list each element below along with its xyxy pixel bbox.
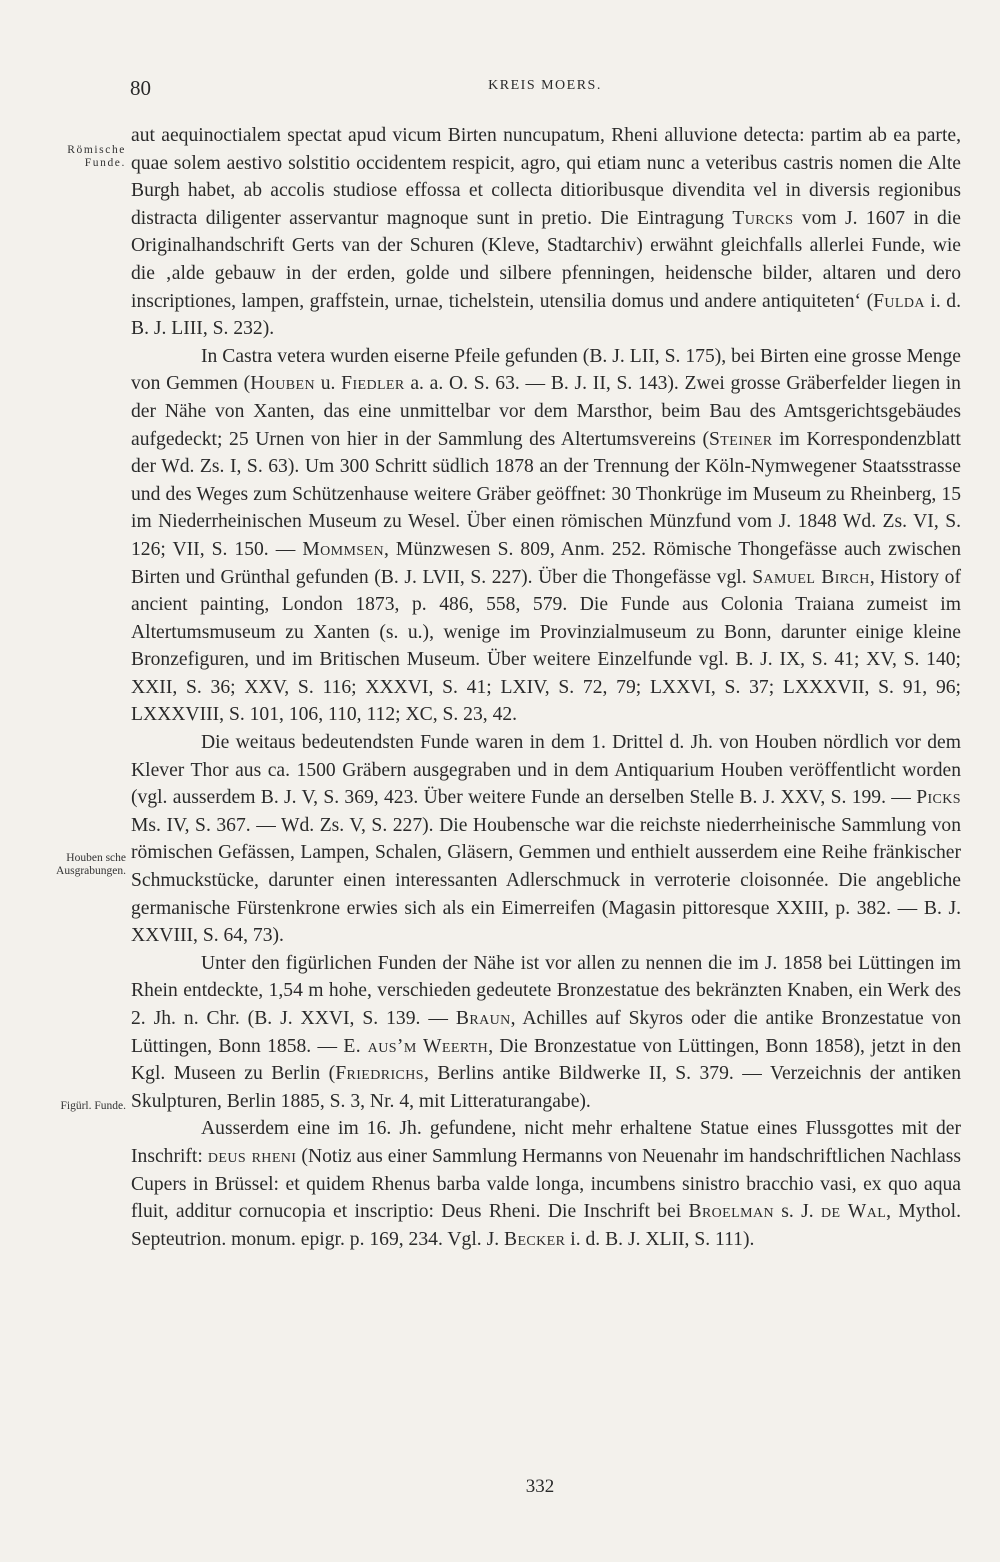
running-head: KREIS MOERS. bbox=[488, 78, 602, 93]
author-name: Steiner bbox=[709, 428, 773, 450]
author-name: Becker bbox=[504, 1228, 566, 1250]
paragraph-2: In Castra vetera wurden eiserne Pfeile gefunden (B. J. LII, S. 175), bei Birten eine grosse Menge von Gemmen (Houben u. Fiedler a. a. O. S. 63. — B. J. II, S. 143). Zwei grosse Gräberfelder liegen in der Nähe von Xanten, das eine unmittelbar vor dem Marsthor, beim Bau des Amtsgerichtsgebäudes aufgedeckt; 25 Urnen von hier in der Sammlung des Altertumsvereins (Steiner im Korrespondenzblatt der Wd. Zs. I, S. 63). Um 300 Schritt südlich 1878 an der Trennung der Köln-Nymwegener Staatsstrasse und des Weges zum Schützenhause weitere Gräber geöffnet: 30 Thonkrüge im Museum zu Rheinberg, 15 im Niederrheinischen Museum zu Wesel. Über einen römischen Münzfund vom J. 1848 Wd. Zs. VI, S. 126; VII, S. 150. — Mommsen, Münzwesen S. 809, Anm. 252. Römische Thongefässe auch zwischen Birten und Grünthal gefunden (B. J. LVII, S. 227). Über die Thongefässe vgl. Samuel Birch, History of ancient painting, London 1873, p. 486, 558, 579. Die Funde aus Colonia Traiana zumeist im Altertumsmuseum zu Xanten (s. u.), wenige im Provinzialmuseum zu Bonn, darunter einige kleine Bronzefiguren, und im Britischen Museum. Über weitere Einzelfunde vgl. B. J. IX, S. 41; XV, S. 140; XXII, S. 36; XXV, S. 116; XXXVI, S. 41; LXIV, S. 72, 79; LXXVI, S. 37; LXXXVII, S. 91, 96; LXXXVIII, S. 101, 106, 110, 112; XC, S. 23, 42. bbox=[131, 345, 962, 726]
author-name: E. aus’m Weerth bbox=[343, 1035, 489, 1057]
paragraph-4: Unter den figürlichen Funden der Nähe ist vor allen zu nennen die im J. 1858 bei Lüttingen im Rhein entdeckte, 1,54 m hohe, verschieden gedeutete Bronzestatue des bekränzten Knaben, ein Werk des 2. Jh. n. Chr. (B. J. XXVI, S. 139. — Braun, Achilles auf Skyros oder die antike Bronzestatue von Lüttingen, Bonn 1858. — E. aus’m Weerth, Die Bronzestatue von Lüttingen, Bonn 1858), jetzt in den Kgl. Museen zu Berlin (Friedrichs, Berlins antike Bildwerke II, S. 379. — Verzeichnis der antiken Skulpturen, Berlin 1885, S. 3, Nr. 4, mit Litteraturangabe). bbox=[131, 952, 962, 1112]
author-name: Fiedler bbox=[341, 373, 405, 395]
paragraph-5: Ausserdem eine im 16. Jh. gefundene, nicht mehr erhaltene Statue eines Flussgottes mit der Inschrift: deus rheni (Notiz aus einer Sammlung Hermanns von Neuenahr im handschriftlichen Nachlass Cupers in Brüssel: et quidem Rhenus barba valde longa, incumbens sinistro bracchio vasi, ex quo aqua fluit, additur cornucopia et inscriptio: Deus Rheni. Die Inschrift bei Broelman s. J. de Wal, Mythol. Septeutrion. monum. epigr. p. 169, 234. Vgl. J. Becker i. d. B. J. XLII, S. 111). bbox=[131, 1118, 961, 1250]
author-name: de Wal bbox=[820, 1201, 887, 1223]
margin-note-houben-ausgrabungen bbox=[14, 852, 126, 878]
inscription-text: deus rheni bbox=[207, 1145, 297, 1167]
author-name: Turcks bbox=[732, 207, 794, 229]
author-name: Broelman bbox=[688, 1201, 774, 1223]
page-header bbox=[130, 72, 960, 102]
margin-note-line: Figürl. Funde. bbox=[60, 1100, 126, 1112]
author-name: Samuel Birch bbox=[752, 566, 870, 588]
author-name: Houben bbox=[250, 373, 315, 395]
margin-note-figuerl-funde bbox=[14, 1100, 126, 1113]
margin-note-line: Houben sche bbox=[66, 852, 126, 864]
paragraph-1: aut aequinoctialem spectat apud vicum Birten nuncupatum, Rheni alluvione detecta: partim ab ea parte, quae solem aestivo solstitio occidentem respicit, agro, qui etiam nunc a veteribus castris nomen die Alte Burgh habet, ab accolis studiose effossa et collecta ditioribusque divendita vel in diversis regionibus distracta diligenter asservantur magnoque sunt in pretio. Die Eintragung Turcks vom J. 1607 in die Originalhandschrift Gerts van der Schuren (Kleve, Stadtarchiv) erwähnt gleichfalls allerlei Funde, wie die ‚alde gebauw in der erden, golde und silbere pfenningen, heidensche bilder, altaren und dero inscriptiones, lampen, graffstein, urnae, tichelstein, utensilia domus und andere antiquiteten‘ (Fulda i. d. B. J. LIII, S. 232). bbox=[131, 125, 961, 340]
margin-note-line: Ausgrabungen. bbox=[56, 865, 126, 877]
sheet-number: 332 bbox=[525, 1476, 555, 1497]
author-name: Friedrichs bbox=[335, 1063, 424, 1085]
author-name: Braun bbox=[455, 1008, 511, 1029]
margin-note-line: Römische bbox=[67, 144, 126, 156]
margin-note-roemische-funde bbox=[14, 144, 126, 170]
paragraph-3: Die weitaus bedeutendsten Funde waren in dem 1. Drittel d. Jh. von Houben nördlich vor dem Klever Thor aus ca. 1500 Gräbern ausgegraben und in dem Antiquarium Houben veröffentlicht worden (vgl. ausserdem B. J. V, S. 369, 423. Über weitere Funde an derselben Stelle B. J. XXV, S. 199. — Picks Ms. IV, S. 367. — Wd. Zs. V, S. 227). Die Houbensche war die reichste niederrheinische Sammlung von römischen Gefässen, Lampen, Schalen, Gläsern, Gemmen und enthielt ausserdem eine Reihe fränkischer Schmuckstücke, darunter einen interessanten Adlerschmuck in verroterie cloisonnée. Die angebliche germanische Fürstenkrone erwies sich als ein Eimerreifen (Magasin pittoresque XXIII, p. 382. — B. J. XXVIII, S. 64, 73). bbox=[131, 732, 961, 947]
author-name: Picks bbox=[916, 787, 961, 809]
body-text bbox=[131, 122, 961, 1253]
page-number: 80 bbox=[130, 76, 151, 100]
author-name: Fulda bbox=[873, 290, 925, 312]
margin-note-line: Funde. bbox=[84, 157, 126, 169]
author-name: Mommsen bbox=[302, 538, 385, 560]
